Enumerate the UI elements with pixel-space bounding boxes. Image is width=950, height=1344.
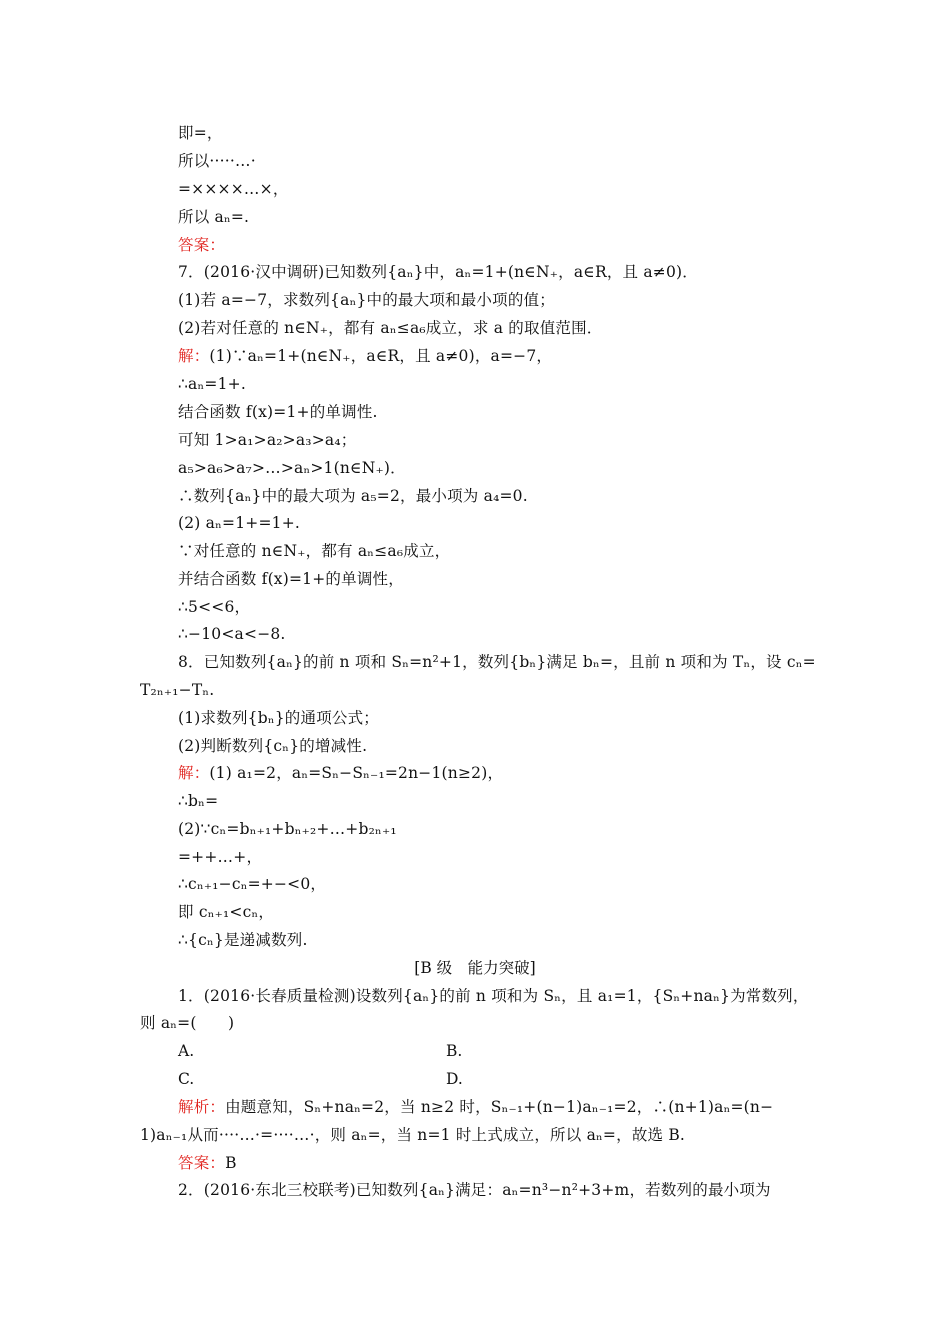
- option-b: B.: [446, 1042, 463, 1060]
- text-line: =++…+，: [178, 848, 263, 866]
- analysis-label: 解析：: [178, 1098, 226, 1116]
- text-line: 并结合函数 f(x)=1+的单调性，: [178, 570, 404, 588]
- text-line: 所以 aₙ=.: [178, 208, 250, 226]
- text-line: 1)aₙ₋₁从而····…·=····…·，则 aₙ=，当 n=1 时上式成立，所以 aₙ=，故选 B.: [140, 1126, 686, 1144]
- question-b1-stem-cont: 则 aₙ=( ): [140, 1014, 235, 1032]
- text-line: ∴数列{aₙ}中的最大项为 a₅=2，最小项为 a₄=0.: [178, 487, 528, 505]
- solution-text: (1)∵aₙ=1+(n∈N₊，a∈R，且 a≠0)，a=−7，: [209, 347, 553, 365]
- solution-line: [178, 763, 503, 783]
- analysis-line: [178, 1097, 773, 1117]
- option-c: C.: [178, 1070, 195, 1088]
- text-line: 所以·····…·: [178, 152, 256, 170]
- text-line: ∴{cₙ}是递减数列.: [178, 931, 308, 949]
- question-7-stem: 7．(2016·汉中调研)已知数列{aₙ}中，aₙ=1+(n∈N₊，a∈R，且 a≠0)．: [178, 263, 698, 281]
- text-line: 结合函数 f(x)=1+的单调性.: [178, 403, 378, 421]
- text-line: 可知 1>a₁>a₂>a₃>a₄；: [178, 431, 357, 449]
- question-b2-stem: 2．(2016·东北三校联考)已知数列{aₙ}满足：aₙ=n³−n²+3+m，若数列的最小项为: [178, 1181, 771, 1199]
- question-7-part-2: (2)若对任意的 n∈N₊，都有 aₙ≤a₆成立，求 a 的取值范围．: [178, 319, 603, 337]
- solution-label: 解：: [178, 764, 210, 782]
- question-7-part-1: (1)若 a=−7，求数列{aₙ}中的最大项和最小项的值；: [178, 291, 555, 309]
- answer-label: 答案：: [178, 236, 226, 254]
- text-line: 即 cₙ₊₁<cₙ，: [178, 903, 275, 921]
- question-8-part-2: (2)判断数列{cₙ}的增减性.: [178, 737, 368, 755]
- solution-line: [178, 346, 552, 366]
- solution-label: 解：: [178, 347, 210, 365]
- text-line: ∵对任意的 n∈N₊，都有 aₙ≤a₆成立，: [178, 542, 451, 560]
- text-line: ∴aₙ=1+.: [178, 375, 246, 393]
- answer-value: B: [225, 1154, 237, 1172]
- text-line: (2) aₙ=1+=1+.: [178, 514, 301, 532]
- solution-text: (1) a₁=2，aₙ=Sₙ−Sₙ₋₁=2n−1(n≥2)，: [209, 764, 504, 782]
- question-8-stem-cont: T₂ₙ₊₁−Tₙ.: [140, 681, 215, 699]
- text-line: ∴bₙ=: [178, 792, 219, 810]
- answer-line: [178, 1153, 237, 1173]
- option-a: A.: [178, 1042, 195, 1060]
- question-8-part-1: (1)求数列{bₙ}的通项公式；: [178, 709, 380, 727]
- text-line: a₅>a₆>a₇>…>aₙ>1(n∈N₊)．: [178, 459, 406, 477]
- answer-label: 答案：: [178, 1154, 226, 1172]
- text-line: 即=，: [178, 124, 223, 142]
- analysis-text: 由题意知，Sₙ+naₙ=2，当 n≥2 时，Sₙ₋₁+(n−1)aₙ₋₁=2，∴(n+1)aₙ=(n−: [225, 1098, 774, 1116]
- section-title: [B 级 能力突破]: [414, 959, 536, 977]
- question-b1-stem: 1．(2016·长春质量检测)设数列{aₙ}的前 n 项和为 Sₙ，且 a₁=1，{Sₙ+naₙ}为常数列，: [178, 987, 809, 1005]
- text-line: ∴cₙ₊₁−cₙ=+−<0，: [178, 875, 327, 893]
- text-line: ∴5<<6，: [178, 598, 251, 616]
- text-line: =××××…×，: [178, 180, 289, 198]
- option-d: D.: [446, 1070, 463, 1088]
- text-line: (2)∵cₙ=bₙ₊₁+bₙ₊₂+…+b₂ₙ₊₁: [178, 820, 397, 838]
- question-8-stem: 8．已知数列{aₙ}的前 n 项和 Sₙ=n²+1，数列{bₙ}满足 bₙ=，且前 n 项和为 Tₙ，设 cₙ=: [178, 653, 816, 671]
- text-line: ∴−10<a<−8.: [178, 625, 286, 643]
